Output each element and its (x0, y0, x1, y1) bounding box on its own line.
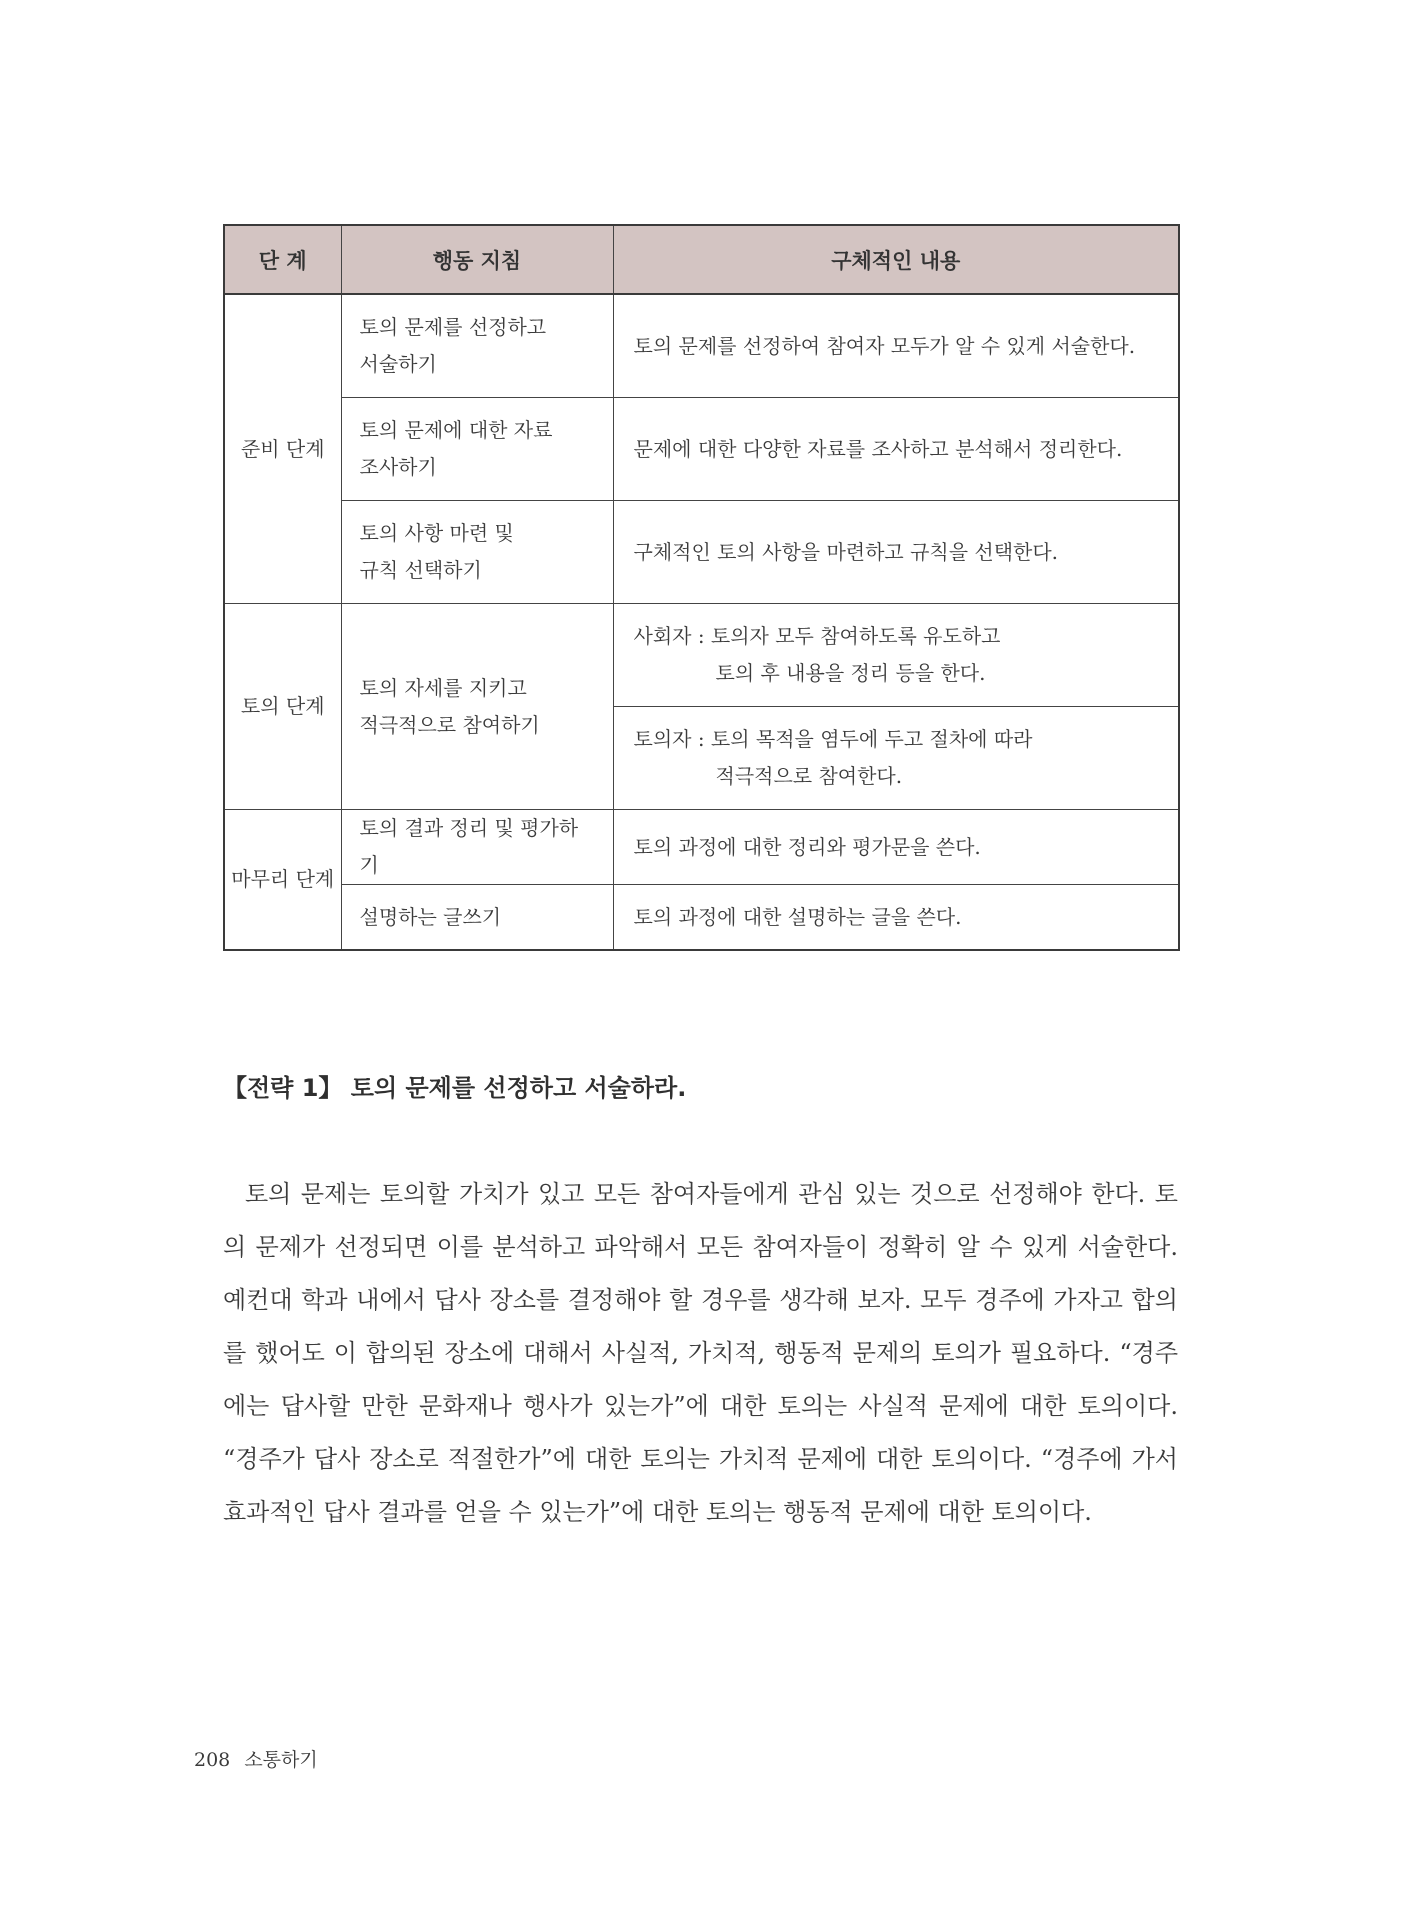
guide-line: 토의 사항 마련 및 (359, 521, 514, 545)
guide-cell: 설명하는 글쓰기 (341, 885, 613, 951)
header-stage: 단 계 (224, 225, 341, 294)
guide-cell (341, 604, 613, 810)
guide-cell: 토의 결과 정리 및 평가하기 (341, 810, 613, 885)
guide-cell (341, 398, 613, 501)
table-row (224, 501, 1179, 604)
detail-cell: 토의 문제를 선정하여 참여자 모두가 알 수 있게 서술한다. (613, 294, 1179, 398)
detail-cell: 문제에 대한 다양한 자료를 조사하고 분석해서 정리한다. (613, 398, 1179, 501)
guide-line: 토의 자세를 지키고 (359, 675, 527, 700)
stage-discuss: 토의 단계 (224, 604, 341, 810)
section-heading: 【전략 1】 토의 문제를 선정하고 서술하라. (223, 1074, 687, 1102)
detail-cell (613, 707, 1179, 810)
detail-cell (613, 604, 1179, 707)
page-footer (194, 1745, 318, 1772)
detail-line: 토의자 : 토의 목적을 염두에 두고 절차에 따라 (633, 727, 1033, 751)
guide-cell (341, 294, 613, 398)
table-row (224, 810, 1179, 885)
page-number: 208 (194, 1749, 231, 1771)
body-text (223, 1168, 1178, 1539)
stage-prep: 준비 단계 (224, 294, 341, 604)
guide-cell (341, 501, 613, 604)
guide-line: 적극적으로 참여하기 (359, 712, 540, 737)
table-row (224, 294, 1179, 398)
guide-line: 서술하기 (359, 352, 437, 376)
detail-line: 사회자 : 토의자 모두 참여하도록 유도하고 (633, 624, 1001, 648)
table-header-row (224, 225, 1179, 294)
table-row (224, 398, 1179, 501)
detail-cell: 토의 과정에 대한 정리와 평가문을 쓴다. (613, 810, 1179, 885)
guide-line: 조사하기 (359, 455, 437, 479)
detail-line: 토의 후 내용을 정리 등을 한다. (715, 661, 986, 685)
header-detail: 구체적인 내용 (613, 225, 1179, 294)
table-row (224, 604, 1179, 707)
table-row (224, 885, 1179, 951)
paragraph: 토의 문제는 토의할 가치가 있고 모든 참여자들에게 관심 있는 것으로 선정해야 한다. 토의 문제가 선정되면 이를 분석하고 파악해서 모든 참여자들이 정확히 알 수 있게 서술한다. 예컨대 학과 내에서 답사 장소를 결정해야 할 경우를 생각해 보자. 모두 경주에 가자고 합의를 했어도 이 합의된 장소에 대해서 사실적, 가치적, 행동적 문제의 토의가 필요하다. “경주에는 답사할 만한 문화재나 행사가 있는가”에 대한 토의는 사실적 문제에 대한 토의이다. “경주가 답사 장소로 적절한가”에 대한 토의는 가치적 문제에 대한 토의이다. “경주에 가서 효과적인 답사 결과를 얻을 수 있는가”에 대한 토의는 행동적 문제에 대한 토의이다. (223, 1180, 1178, 1526)
detail-cell: 구체적인 토의 사항을 마련하고 규칙을 선택한다. (613, 501, 1179, 604)
header-guide: 행동 지침 (341, 225, 613, 294)
guide-line: 토의 문제에 대한 자료 (359, 418, 553, 442)
detail-cell: 토의 과정에 대한 설명하는 글을 쓴다. (613, 885, 1179, 951)
guide-line: 토의 문제를 선정하고 (359, 315, 547, 339)
stage-final: 마무리 단계 (224, 810, 341, 951)
procedure-table (223, 224, 1178, 951)
table (223, 224, 1180, 951)
running-title: 소통하기 (244, 1749, 318, 1771)
detail-line: 적극적으로 참여한다. (715, 764, 903, 788)
guide-line: 규칙 선택하기 (359, 558, 482, 582)
